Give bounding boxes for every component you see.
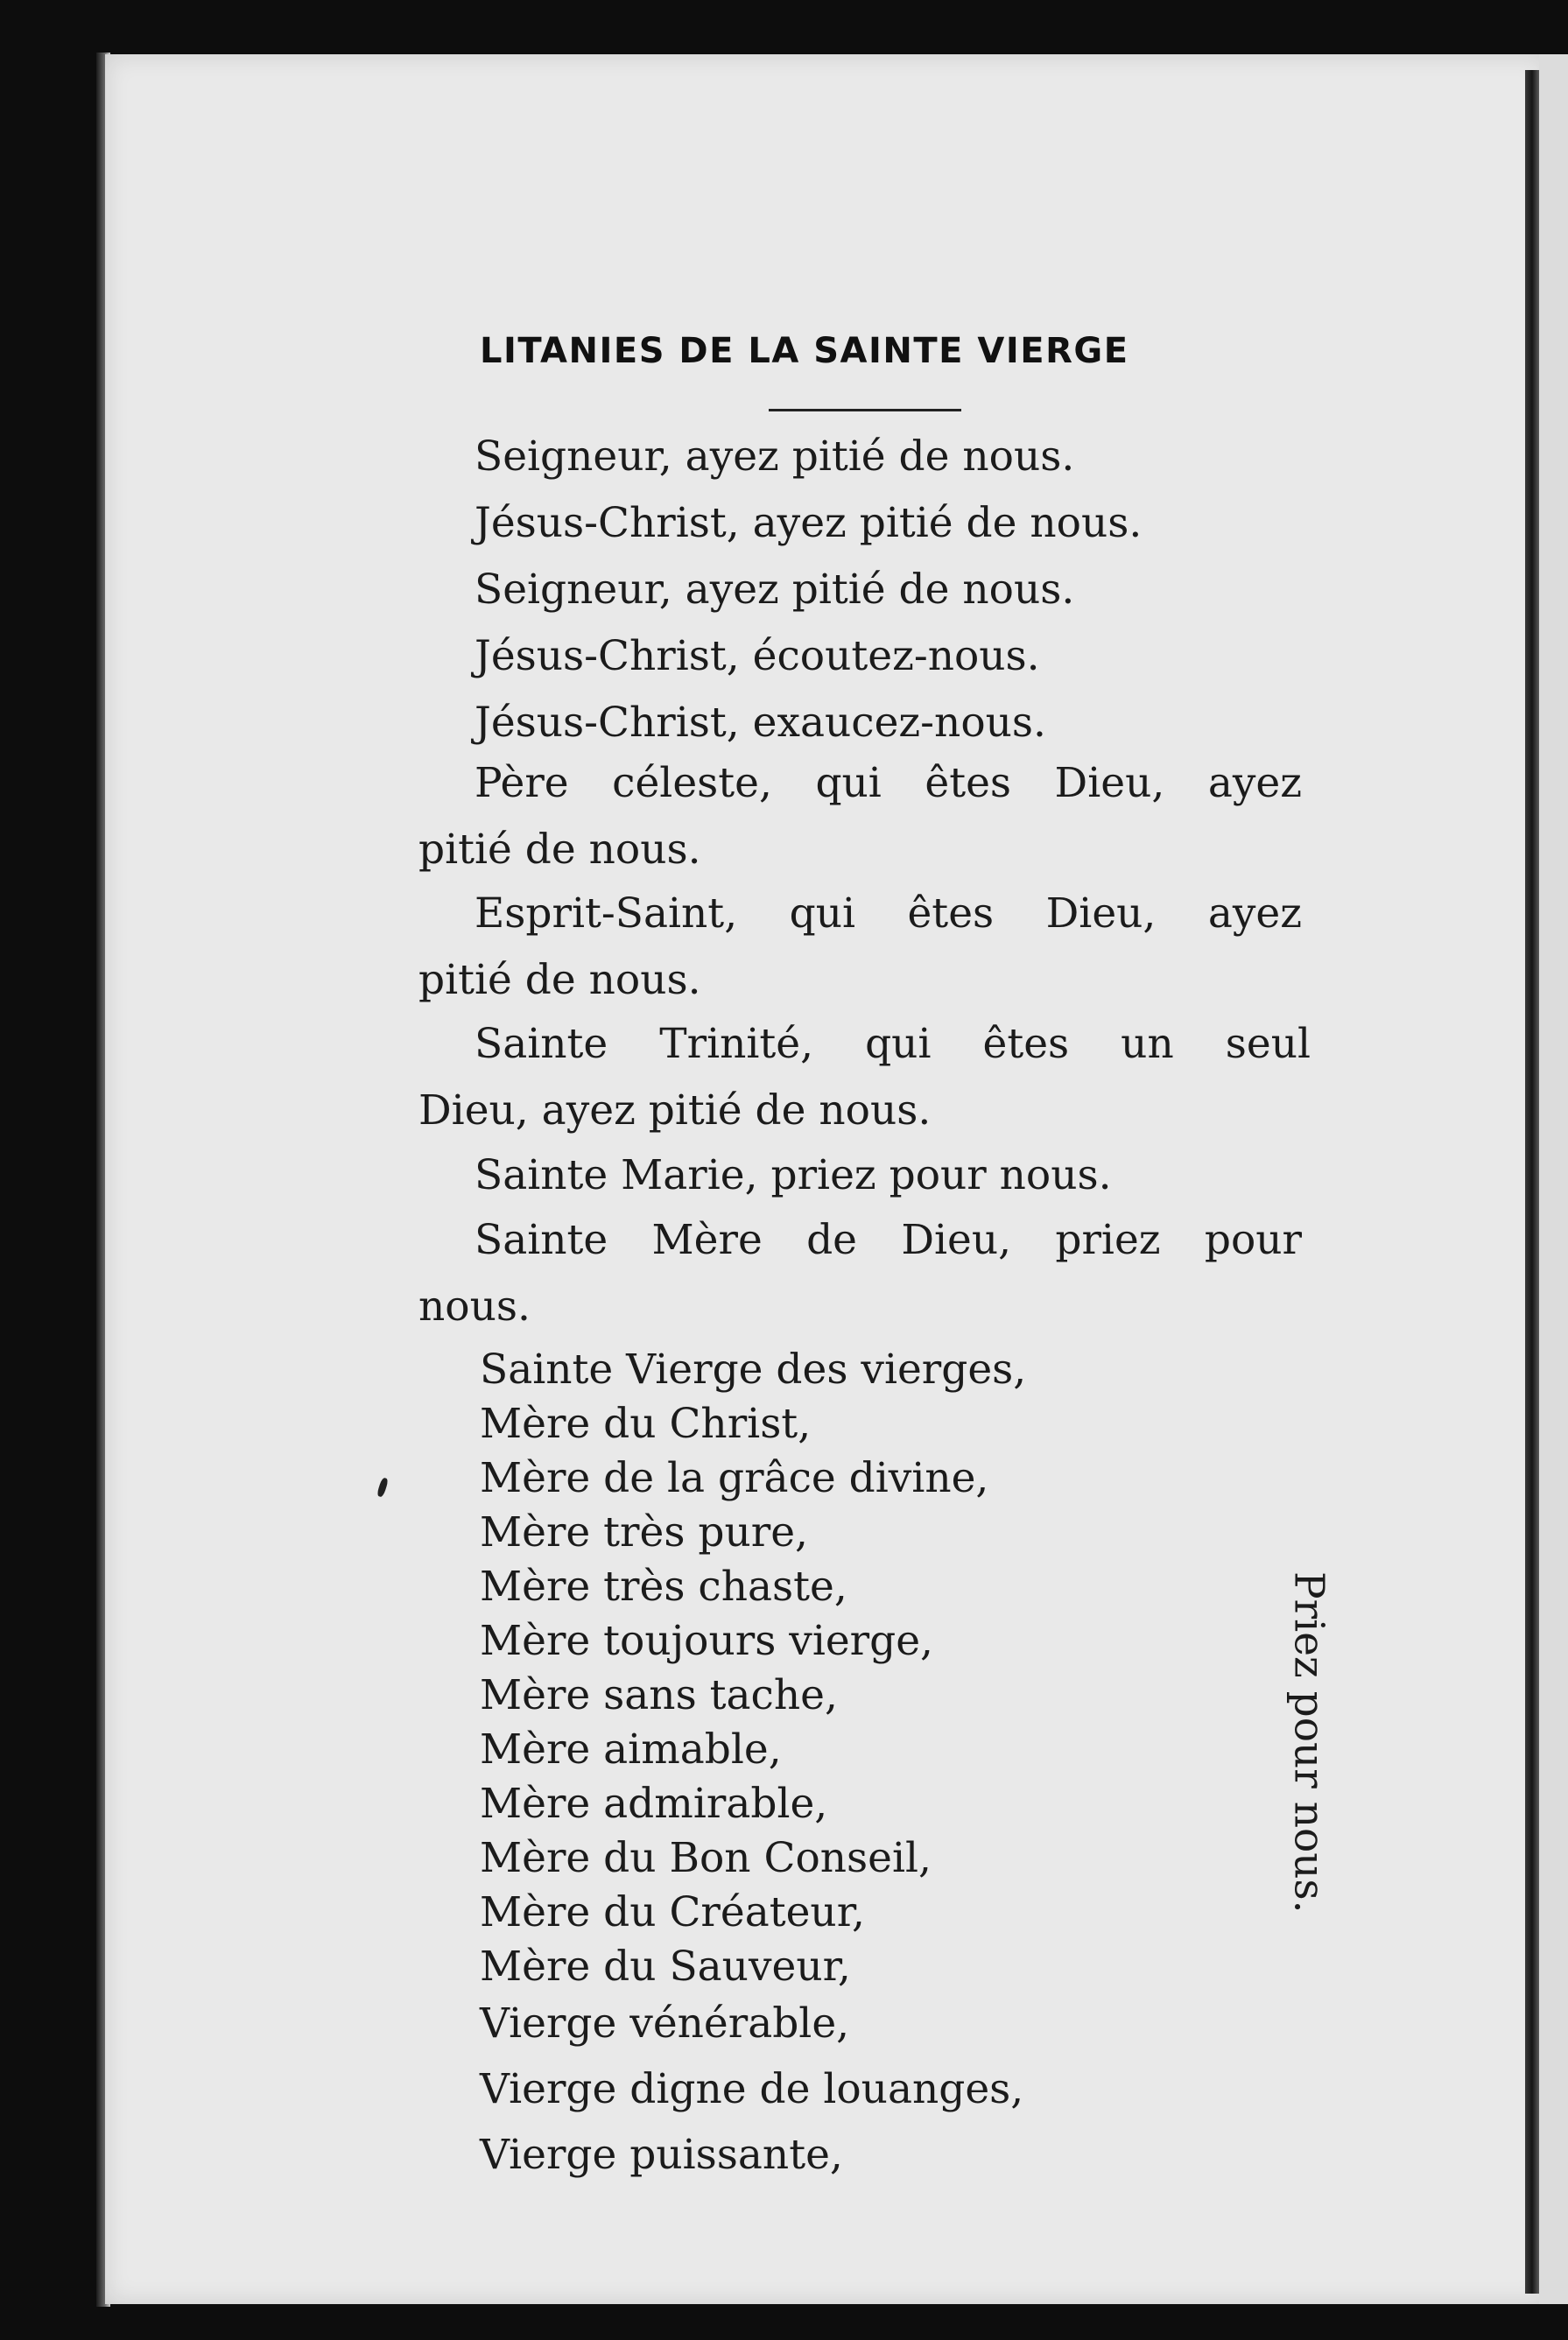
- invocation-continuation: Dieu, ayez pitié de nous.: [418, 1086, 932, 1135]
- invocation-line: Jésus-Christ, ayez pitié de nous.: [475, 499, 1143, 547]
- invocation-line: Jésus-Christ, écoutez-nous.: [475, 632, 1040, 680]
- facing-page-strip: [1539, 54, 1568, 2304]
- litany-item: Vierge vénérable,: [480, 1999, 850, 2048]
- page-title: LITANIES DE LA SAINTE VIERGE: [480, 331, 1129, 371]
- invocation-line: Père céleste, qui êtes Dieu, ayez: [475, 759, 1302, 807]
- litany-item: Mère du Bon Conseil,: [480, 1834, 932, 1882]
- litany-item: Mère de la grâce divine,: [480, 1454, 989, 1502]
- litany-item: Vierge digne de louanges,: [480, 2065, 1024, 2113]
- invocation-line: Seigneur, ayez pitié de nous.: [475, 432, 1075, 481]
- invocation-line: Seigneur, ayez pitié de nous.: [475, 566, 1075, 614]
- invocation-continuation: nous.: [418, 1282, 531, 1331]
- invocation-line: Jésus-Christ, exaucez-nous.: [475, 699, 1046, 747]
- litany-item: Mère sans tache,: [480, 1671, 838, 1719]
- litany-item: Vierge puissante,: [480, 2131, 843, 2179]
- response-text: Priez pour nous.: [1284, 1571, 1333, 1914]
- invocation-continuation: pitié de nous.: [418, 826, 701, 874]
- page-fold: [1525, 70, 1539, 2294]
- litany-item: Mère toujours vierge,: [480, 1617, 933, 1665]
- invocation-line: Esprit-Saint, qui êtes Dieu, ayez: [475, 889, 1302, 938]
- litany-item: Mère du Christ,: [480, 1400, 812, 1448]
- litany-item: Mère très pure,: [480, 1508, 808, 1556]
- invocation-line: Sainte Trinité, qui êtes un seul: [475, 1020, 1311, 1068]
- litany-item: Mère aimable,: [480, 1725, 782, 1774]
- litany-item: Mère admirable,: [480, 1780, 828, 1828]
- invocation-line: Sainte Marie, priez pour nous.: [475, 1151, 1112, 1199]
- response-vertical: [1234, 1541, 1383, 1943]
- title-rule: [769, 409, 961, 411]
- litany-item: Mère du Créateur,: [480, 1888, 865, 1936]
- litany-item: Sainte Vierge des vierges,: [480, 1346, 1027, 1394]
- invocation-line: Sainte Mère de Dieu, priez pour: [475, 1216, 1302, 1264]
- invocation-continuation: pitié de nous.: [418, 956, 701, 1004]
- litany-item: Mère du Sauveur,: [480, 1943, 851, 1991]
- litany-item: Mère très chaste,: [480, 1563, 847, 1611]
